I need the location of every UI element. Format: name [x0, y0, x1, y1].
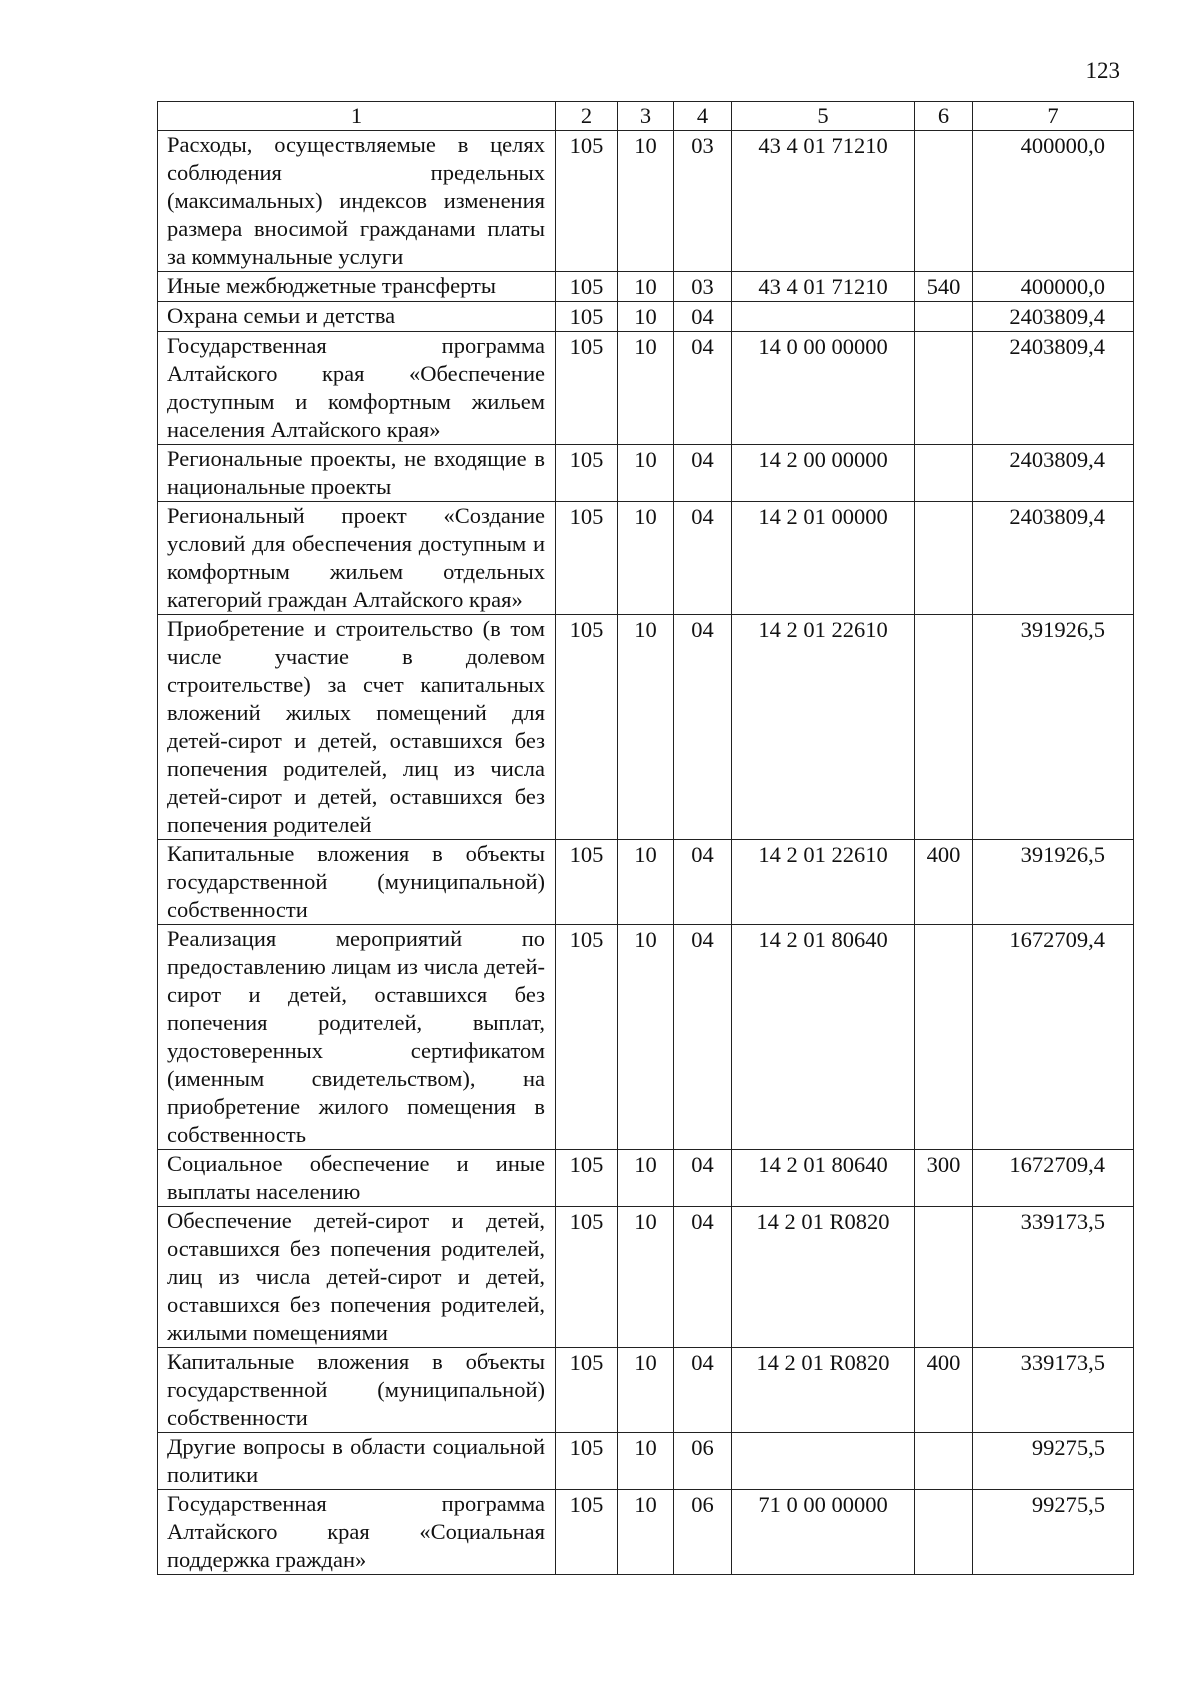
cell-expense-type: 400 [915, 1348, 973, 1433]
page-number: 123 [1085, 58, 1120, 83]
cell-section: 10 [618, 1433, 674, 1490]
cell-section: 10 [618, 302, 674, 332]
cell-admin-code: 105 [556, 840, 618, 925]
row-name: Государственная программа Алтайского края «Социальная поддержка граждан» [158, 1490, 556, 1575]
cell-expense-type [915, 302, 973, 332]
table-row [158, 1150, 1134, 1207]
header-row [158, 102, 1134, 131]
cell-section: 10 [618, 445, 674, 502]
column-header: 7 [973, 102, 1134, 131]
row-name: Охрана семьи и детства [158, 302, 556, 332]
row-name: Капитальные вложения в объекты государственной (муниципальной) собственности [158, 1348, 556, 1433]
cell-expense-type [915, 445, 973, 502]
table-row [158, 1207, 1134, 1348]
cell-section: 10 [618, 1490, 674, 1575]
row-name: Государственная программа Алтайского края «Обеспечение доступным и комфортным жильем населения Алтайского края» [158, 332, 556, 445]
cell-amount: 2403809,4 [973, 332, 1134, 445]
row-name: Социальное обеспечение и иные выплаты населению [158, 1150, 556, 1207]
cell-target-article: 43 4 01 71210 [732, 131, 915, 272]
row-name: Другие вопросы в области социальной политики [158, 1433, 556, 1490]
cell-expense-type [915, 1433, 973, 1490]
cell-amount: 1672709,4 [973, 1150, 1134, 1207]
cell-amount: 2403809,4 [973, 502, 1134, 615]
cell-admin-code: 105 [556, 1433, 618, 1490]
cell-expense-type [915, 925, 973, 1150]
cell-amount: 99275,5 [973, 1490, 1134, 1575]
cell-amount: 339173,5 [973, 1207, 1134, 1348]
cell-amount: 339173,5 [973, 1348, 1134, 1433]
column-header: 3 [618, 102, 674, 131]
cell-section: 10 [618, 925, 674, 1150]
cell-admin-code: 105 [556, 615, 618, 840]
cell-target-article: 14 0 00 00000 [732, 332, 915, 445]
column-header: 6 [915, 102, 973, 131]
table-row [158, 615, 1134, 840]
cell-admin-code: 105 [556, 1490, 618, 1575]
cell-amount: 99275,5 [973, 1433, 1134, 1490]
cell-subsection: 04 [674, 615, 732, 840]
cell-target-article: 14 2 01 R0820 [732, 1207, 915, 1348]
cell-section: 10 [618, 502, 674, 615]
cell-target-article: 43 4 01 71210 [732, 272, 915, 302]
table-row [158, 302, 1134, 332]
cell-expense-type [915, 332, 973, 445]
cell-subsection: 03 [674, 272, 732, 302]
row-name: Приобретение и строительство (в том числе участие в долевом строительстве) за счет капитальных вложений жилых помещений для детей-сирот и детей, оставшихся без попечения родителей, лиц из числа детей-сирот и детей, оставшихся без попечения родителей [158, 615, 556, 840]
table-row [158, 1348, 1134, 1433]
cell-target-article: 14 2 00 00000 [732, 445, 915, 502]
cell-amount: 2403809,4 [973, 302, 1134, 332]
cell-expense-type [915, 1207, 973, 1348]
cell-amount: 391926,5 [973, 840, 1134, 925]
table-row [158, 131, 1134, 272]
cell-section: 10 [618, 1207, 674, 1348]
cell-subsection: 03 [674, 131, 732, 272]
cell-target-article: 14 2 01 00000 [732, 502, 915, 615]
row-name: Капитальные вложения в объекты государственной (муниципальной) собственности [158, 840, 556, 925]
cell-section: 10 [618, 1348, 674, 1433]
cell-subsection: 06 [674, 1490, 732, 1575]
budget-table [157, 101, 1134, 1575]
cell-expense-type [915, 1490, 973, 1575]
row-name: Региональные проекты, не входящие в национальные проекты [158, 445, 556, 502]
cell-section: 10 [618, 615, 674, 840]
cell-subsection: 04 [674, 1150, 732, 1207]
cell-admin-code: 105 [556, 131, 618, 272]
cell-admin-code: 105 [556, 332, 618, 445]
row-name: Реализация мероприятий по предоставлению лицам из числа детей-сирот и детей, оставшихся без попечения родителей, выплат, удостоверенных сертификатом (именным свидетельством), на приобретение жилого помещения в собственность [158, 925, 556, 1150]
table-row [158, 445, 1134, 502]
cell-subsection: 04 [674, 332, 732, 445]
cell-target-article [732, 302, 915, 332]
column-header: 2 [556, 102, 618, 131]
row-name: Иные межбюджетные трансферты [158, 272, 556, 302]
table-row [158, 272, 1134, 302]
table-row [158, 502, 1134, 615]
cell-admin-code: 105 [556, 925, 618, 1150]
cell-admin-code: 105 [556, 445, 618, 502]
cell-subsection: 04 [674, 925, 732, 1150]
cell-amount: 391926,5 [973, 615, 1134, 840]
cell-target-article: 71 0 00 00000 [732, 1490, 915, 1575]
table-row [158, 925, 1134, 1150]
cell-target-article [732, 1433, 915, 1490]
cell-subsection: 04 [674, 1207, 732, 1348]
cell-amount: 1672709,4 [973, 925, 1134, 1150]
cell-target-article: 14 2 01 80640 [732, 1150, 915, 1207]
table-row [158, 1433, 1134, 1490]
cell-expense-type: 540 [915, 272, 973, 302]
cell-section: 10 [618, 131, 674, 272]
cell-admin-code: 105 [556, 1348, 618, 1433]
cell-subsection: 04 [674, 840, 732, 925]
column-header: 1 [158, 102, 556, 131]
cell-admin-code: 105 [556, 1207, 618, 1348]
cell-expense-type: 400 [915, 840, 973, 925]
table-row [158, 840, 1134, 925]
cell-subsection: 04 [674, 302, 732, 332]
cell-admin-code: 105 [556, 272, 618, 302]
table-body [158, 131, 1134, 1575]
cell-amount: 400000,0 [973, 272, 1134, 302]
cell-section: 10 [618, 1150, 674, 1207]
cell-target-article: 14 2 01 80640 [732, 925, 915, 1150]
cell-amount: 400000,0 [973, 131, 1134, 272]
cell-target-article: 14 2 01 22610 [732, 840, 915, 925]
cell-admin-code: 105 [556, 302, 618, 332]
cell-subsection: 04 [674, 502, 732, 615]
cell-subsection: 04 [674, 1348, 732, 1433]
cell-expense-type [915, 131, 973, 272]
cell-subsection: 06 [674, 1433, 732, 1490]
cell-expense-type: 300 [915, 1150, 973, 1207]
column-header: 5 [732, 102, 915, 131]
row-name: Обеспечение детей-сирот и детей, оставшихся без попечения родителей, лиц из числа детей-сирот и детей, оставшихся без попечения родителей, жилыми помещениями [158, 1207, 556, 1348]
table-row [158, 1490, 1134, 1575]
cell-section: 10 [618, 840, 674, 925]
cell-section: 10 [618, 272, 674, 302]
cell-expense-type [915, 615, 973, 840]
cell-section: 10 [618, 332, 674, 445]
table-row [158, 332, 1134, 445]
cell-admin-code: 105 [556, 502, 618, 615]
cell-amount: 2403809,4 [973, 445, 1134, 502]
cell-admin-code: 105 [556, 1150, 618, 1207]
row-name: Расходы, осуществляемые в целях соблюдения предельных (максимальных) индексов изменения размера вносимой гражданами платы за коммунальные услуги [158, 131, 556, 272]
cell-subsection: 04 [674, 445, 732, 502]
cell-target-article: 14 2 01 R0820 [732, 1348, 915, 1433]
cell-target-article: 14 2 01 22610 [732, 615, 915, 840]
cell-expense-type [915, 502, 973, 615]
column-header: 4 [674, 102, 732, 131]
row-name: Региональный проект «Создание условий для обеспечения доступным и комфортным жильем отдельных категорий граждан Алтайского края» [158, 502, 556, 615]
